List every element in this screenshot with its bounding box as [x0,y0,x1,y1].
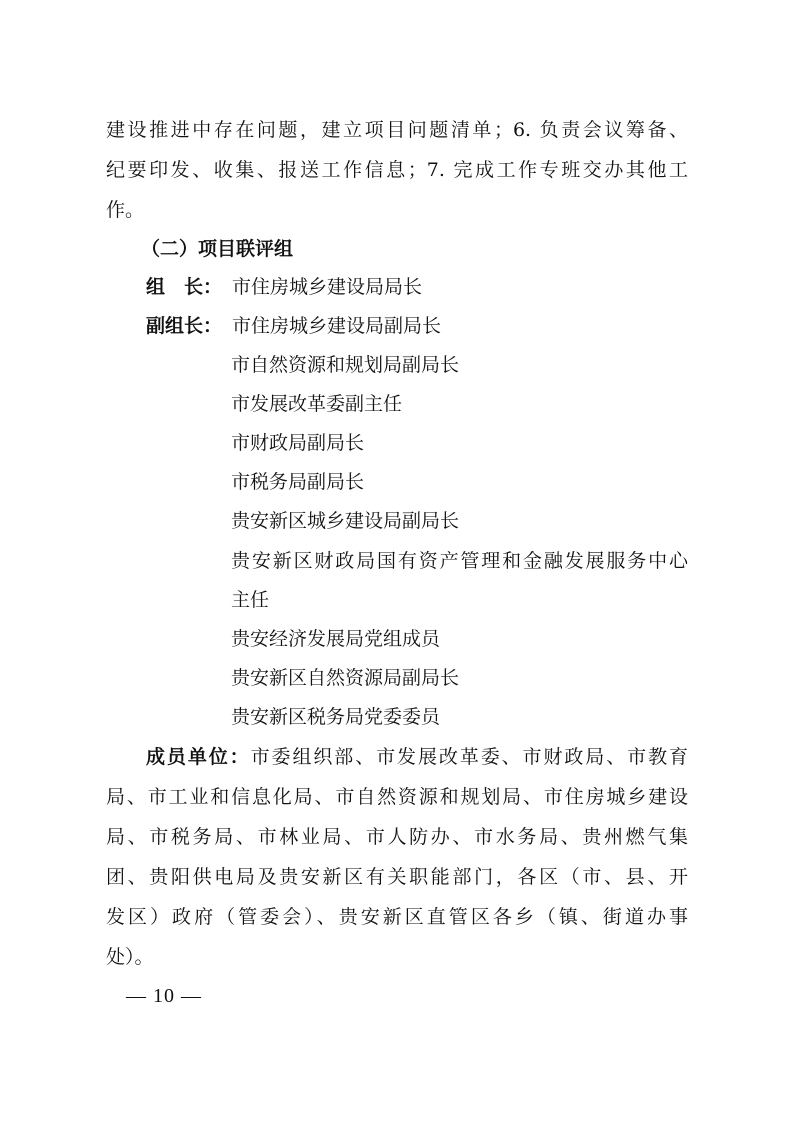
deputy-item: 市住房城乡建设局副局长 [232,315,442,337]
paragraph-line: 作。 [106,199,145,221]
deputy-item: 贵安新区税务局党委委员 [231,706,441,728]
deputy-item: 市税务局副局长 [231,471,365,493]
deputy-item: 市财政局副局长 [231,432,365,454]
leader-label: 组 长： [146,276,223,298]
deputy-row [146,313,688,339]
section-heading: （二）项目联评组 [141,238,294,260]
leader-value: 市住房城乡建设局局长 [232,276,423,298]
members-row [146,744,688,770]
members-line: 局、市工业和信息化局、市自然资源和规划局、市住房城乡建设 [106,786,688,808]
deputy-item: 市发展改革委副主任 [231,393,403,415]
members-label: 成员单位： [146,746,251,768]
paragraph-line: 纪要印发、收集、报送工作信息；7. 完成工作专班交办其他工 [106,159,688,181]
members-line: 处）。 [106,946,154,968]
members-line: 发区）政府（管委会）、贵安新区直管区各乡（镇、街道办事 [106,906,688,928]
paragraph-line: 建设推进中存在问题，建立项目问题清单；6. 负责会议筹备、 [106,119,688,141]
deputy-item: 贵安新区城乡建设局副局长 [231,510,460,532]
deputy-item: 市自然资源和规划局副局长 [231,354,460,376]
deputy-item: 贵安经济发展局党组成员 [231,628,441,650]
members-line: 局、市税务局、市林业局、市人防办、市水务局、贵州燃气集 [106,826,688,848]
page-number: — 10 — [126,985,202,1007]
members-line: 团、贵阳供电局及贵安新区有关职能部门，各区（市、县、开 [106,866,688,888]
deputy-item: 贵安新区自然资源局副局长 [231,667,460,689]
deputy-item: 贵安新区财政局国有资产管理和金融发展服务中心 [231,550,688,572]
members-line: 市委组织部、市发展改革委、市财政局、市教育 [250,746,688,768]
deputy-item: 主任 [231,589,270,611]
leader-row [146,274,688,300]
deputy-label: 副组长： [146,315,223,337]
